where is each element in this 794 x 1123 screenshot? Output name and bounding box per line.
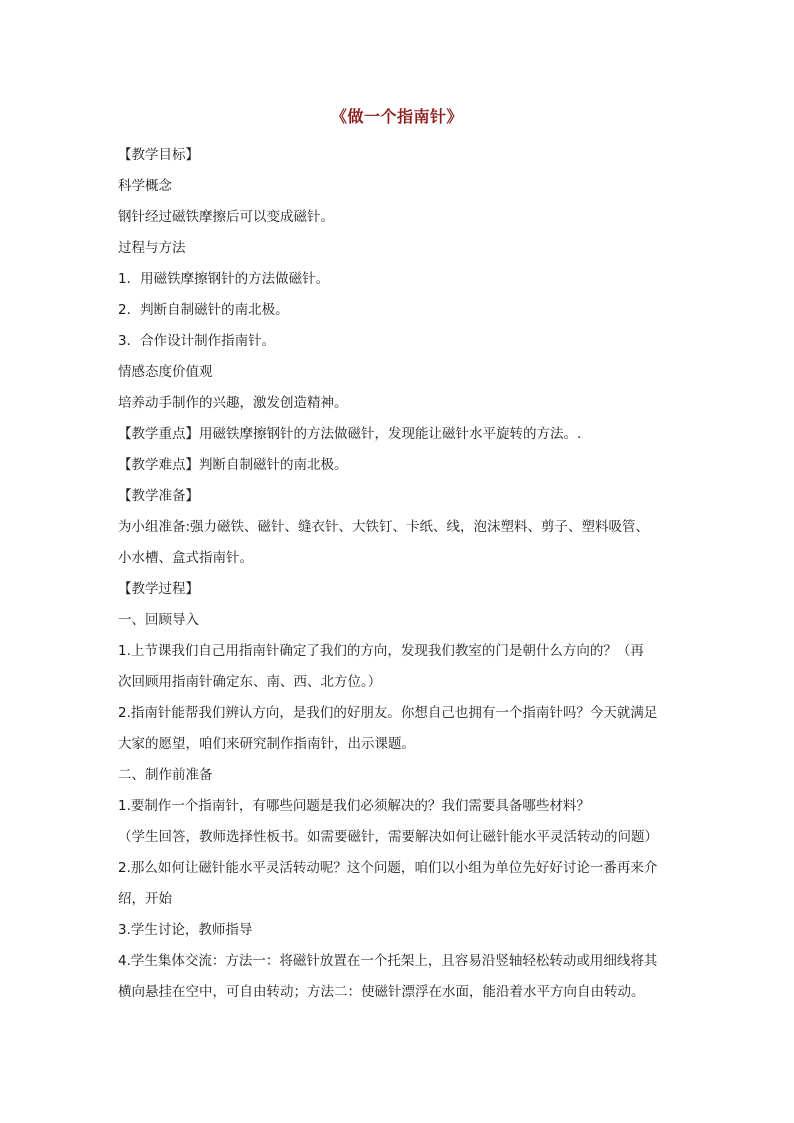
paragraph-line: 1.要制作一个指南针，有哪些问题是我们必须解决的？我们需要具备哪些材料？	[118, 798, 590, 814]
paragraph: 钢针经过磁铁摩擦后可以变成磁针。	[118, 209, 334, 225]
section-heading-preparation: 【教学准备】	[118, 488, 199, 504]
paragraph: 培养动手制作的兴趣，激发创造精神。	[118, 395, 348, 411]
subheading-attitude-values: 情感态度价值观	[118, 364, 213, 380]
section-heading-objectives: 【教学目标】	[118, 147, 199, 163]
paragraph-line: 4.学生集体交流：方法一：将磁针放置在一个托架上，且容易沿竖轴轻松转动或用细线将其	[118, 953, 658, 969]
subheading-process-method: 过程与方法	[118, 240, 186, 256]
subheading-preparation: 二、制作前准备	[118, 767, 213, 783]
document-title: 《做一个指南针》	[330, 107, 463, 126]
paragraph-line: 为小组准备:强力磁铁、磁针、缝衣针、大铁钉、卡纸、线，泡沫塑料、剪子、塑料吸管、	[118, 519, 650, 535]
paragraph-line: 小水槽、盒式指南针。	[118, 550, 253, 566]
paragraph-line: 横向悬挂在空中，可自由转动；方法二：使磁针漂浮在水面，能沿着水平方向自由转动。	[118, 984, 645, 1000]
section-heading-process: 【教学过程】	[118, 581, 199, 597]
subheading-review: 一、回顾导入	[118, 612, 199, 628]
paragraph-line: 大家的愿望，咱们来研究制作指南针，出示课题。	[118, 736, 415, 752]
document-body	[118, 140, 684, 1008]
section-difficulties: 【教学难点】判断自制磁针的南北极。	[118, 457, 348, 473]
list-item: 3．合作设计制作指南针。	[118, 333, 276, 349]
list-item: 1．用磁铁摩擦钢针的方法做磁针。	[118, 271, 330, 287]
paragraph-line: 2.那么如何让磁针能水平灵活转动呢？这个问题，咱们以小组为单位先好好讨论一番再来介	[118, 860, 658, 876]
paragraph-line: 2.指南针能帮我们辨认方向，是我们的好朋友。你想自己也拥有一个指南针吗？今天就满足	[118, 705, 658, 721]
paragraph-line: 次回顾用指南针确定东、南、西、北方位。）	[118, 674, 382, 690]
paragraph-line: 1.上节课我们自己用指南针确定了我们的方向，发现我们教室的门是朝什么方向的？（再	[118, 643, 644, 659]
list-item: 2．判断自制磁针的南北极。	[118, 302, 289, 318]
section-key-points: 【教学重点】用磁铁摩擦钢针的方法做磁针，发现能让磁针水平旋转的方法。.	[118, 426, 582, 442]
paragraph-line: （学生回答，教师选择性板书。如需要磁针，需要解决如何让磁针能水平灵活转动的问题）	[118, 829, 658, 845]
subheading-science-concept: 科学概念	[118, 178, 172, 194]
paragraph-line: 3.学生讨论，教师指导	[118, 922, 253, 938]
paragraph-line: 绍，开始	[118, 891, 172, 907]
